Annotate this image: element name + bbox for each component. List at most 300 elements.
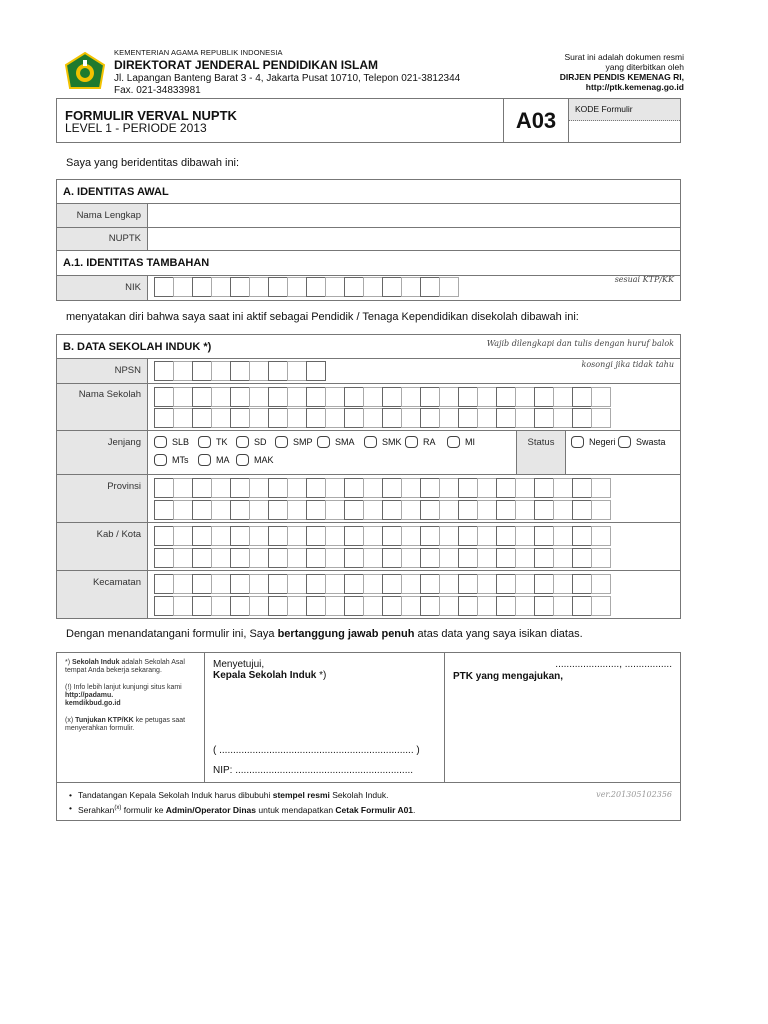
checkbox-smp[interactable] — [275, 436, 313, 448]
intro-text: Saya yang beridentitas dibawah ini: — [66, 157, 240, 169]
char-cell[interactable] — [344, 596, 364, 616]
char-cell[interactable] — [477, 478, 497, 498]
row-kab-kota — [57, 523, 680, 571]
char-cell[interactable] — [363, 548, 383, 568]
npsn-cells[interactable] — [154, 361, 325, 381]
checkbox-square-icon[interactable] — [571, 436, 584, 448]
char-cell[interactable] — [477, 408, 497, 428]
notice-link[interactable]: http://ptk.kemenag.go.id — [585, 82, 684, 92]
char-cell[interactable] — [306, 408, 326, 428]
char-cell[interactable] — [325, 478, 345, 498]
char-cell[interactable] — [287, 596, 307, 616]
char-cell[interactable] — [230, 548, 250, 568]
char-cell[interactable] — [344, 387, 364, 407]
section-identitas — [56, 179, 681, 301]
char-cell[interactable] — [344, 500, 364, 520]
kemenag-logo-icon — [64, 52, 106, 92]
char-cell[interactable] — [553, 387, 573, 407]
checkbox-square-icon[interactable] — [198, 454, 211, 466]
char-cell[interactable] — [192, 596, 212, 616]
char-cell[interactable] — [439, 500, 459, 520]
char-cell[interactable] — [192, 361, 212, 381]
char-cell[interactable] — [154, 596, 174, 616]
char-cell[interactable] — [534, 387, 554, 407]
char-cell[interactable] — [363, 387, 383, 407]
form-code-label: KODE Formulir — [569, 99, 680, 121]
checkbox-square-icon[interactable] — [364, 436, 377, 448]
padamu-link-domain[interactable]: kemdikbud.go.id — [65, 700, 121, 707]
char-cell[interactable] — [173, 548, 193, 568]
char-cell[interactable] — [154, 548, 174, 568]
char-cell[interactable] — [230, 500, 250, 520]
char-cell[interactable] — [477, 500, 497, 520]
char-cell[interactable] — [249, 596, 269, 616]
provinsi-cells-1[interactable] — [154, 478, 610, 498]
checkbox-square-icon[interactable] — [154, 436, 167, 448]
char-cell[interactable] — [268, 387, 288, 407]
char-cell[interactable] — [192, 526, 212, 546]
char-cell[interactable] — [211, 500, 231, 520]
char-cell[interactable] — [325, 574, 345, 594]
char-cell[interactable] — [287, 478, 307, 498]
char-cell[interactable] — [553, 500, 573, 520]
char-cell[interactable] — [154, 574, 174, 594]
checkbox-sd[interactable] — [236, 436, 267, 448]
char-cell[interactable] — [591, 500, 611, 520]
char-cell[interactable] — [439, 387, 459, 407]
nama-sekolah-cells-2[interactable] — [154, 408, 610, 428]
char-cell[interactable] — [477, 596, 497, 616]
char-cell[interactable] — [439, 277, 459, 297]
char-cell[interactable] — [192, 500, 212, 520]
instruction-text: Sekolah Induk. — [329, 790, 389, 800]
char-cell[interactable] — [211, 277, 231, 297]
char-cell[interactable] — [325, 500, 345, 520]
char-cell[interactable] — [401, 526, 421, 546]
char-cell[interactable] — [192, 408, 212, 428]
row-nik — [57, 276, 680, 300]
char-cell[interactable] — [382, 596, 402, 616]
char-cell[interactable] — [306, 387, 326, 407]
checkbox-swasta[interactable] — [618, 436, 666, 448]
char-cell[interactable] — [249, 526, 269, 546]
nama-lengkap-field[interactable] — [149, 204, 680, 227]
checkbox-label: MI — [465, 437, 475, 447]
char-cell[interactable] — [515, 500, 535, 520]
instruction-bold: stempel resmi — [272, 790, 330, 800]
char-cell[interactable] — [382, 387, 402, 407]
char-cell[interactable] — [344, 548, 364, 568]
char-cell[interactable] — [572, 500, 592, 520]
char-cell[interactable] — [325, 596, 345, 616]
char-cell[interactable] — [154, 408, 174, 428]
char-cell[interactable] — [534, 526, 554, 546]
char-cell[interactable] — [249, 277, 269, 297]
checkbox-sma[interactable] — [317, 436, 355, 448]
char-cell[interactable] — [572, 574, 592, 594]
char-cell[interactable] — [382, 548, 402, 568]
kab-kota-cells-1[interactable] — [154, 526, 610, 546]
char-cell[interactable] — [553, 596, 573, 616]
char-cell[interactable] — [154, 526, 174, 546]
char-cell[interactable] — [268, 478, 288, 498]
char-cell[interactable] — [325, 548, 345, 568]
instruction-bold: Cetak Formulir A01 — [335, 804, 414, 815]
char-cell[interactable] — [211, 387, 231, 407]
principal-title: Kepala Sekolah Induk — [213, 670, 317, 681]
char-cell[interactable] — [306, 277, 326, 297]
char-cell[interactable] — [363, 478, 383, 498]
date-line[interactable]: ......................., ................. — [555, 659, 672, 670]
char-cell[interactable] — [363, 596, 383, 616]
char-cell[interactable] — [458, 478, 478, 498]
row-kecamatan — [57, 571, 680, 618]
char-cell[interactable] — [382, 478, 402, 498]
char-cell[interactable] — [553, 408, 573, 428]
char-cell[interactable] — [192, 277, 212, 297]
nik-note: sesuai KTP/KK — [614, 275, 674, 284]
nik-cells[interactable] — [154, 277, 458, 297]
char-cell[interactable] — [439, 408, 459, 428]
char-cell[interactable] — [325, 526, 345, 546]
char-cell[interactable] — [287, 574, 307, 594]
char-cell[interactable] — [401, 596, 421, 616]
char-cell[interactable] — [287, 500, 307, 520]
char-cell[interactable] — [401, 408, 421, 428]
section-b-heading — [57, 335, 680, 359]
char-cell[interactable] — [154, 478, 174, 498]
char-cell[interactable] — [401, 548, 421, 568]
char-cell[interactable] — [496, 574, 516, 594]
kab-kota-cells-2[interactable] — [154, 548, 610, 568]
char-cell[interactable] — [211, 478, 231, 498]
checkbox-square-icon[interactable] — [236, 454, 249, 466]
char-cell[interactable] — [249, 387, 269, 407]
char-cell[interactable] — [363, 574, 383, 594]
char-cell[interactable] — [287, 408, 307, 428]
char-cell[interactable] — [173, 408, 193, 428]
char-cell[interactable] — [306, 596, 326, 616]
char-cell[interactable] — [420, 596, 440, 616]
char-cell[interactable] — [230, 574, 250, 594]
char-cell[interactable] — [572, 478, 592, 498]
checkbox-label: TK — [216, 437, 228, 447]
checkbox-label: SMP — [293, 437, 313, 447]
nama-sekolah-cells-1[interactable] — [154, 387, 610, 407]
checkbox-square-icon[interactable] — [275, 436, 288, 448]
char-cell[interactable] — [401, 387, 421, 407]
char-cell[interactable] — [306, 361, 326, 381]
notice-line: Surat ini adalah dokumen resmi — [564, 52, 684, 62]
instruction-text: . — [413, 804, 416, 815]
char-cell[interactable] — [534, 548, 554, 568]
checkbox-smk[interactable] — [364, 436, 402, 448]
responsibility-statement — [66, 628, 583, 640]
char-cell[interactable] — [515, 574, 535, 594]
char-cell[interactable] — [534, 574, 554, 594]
char-cell[interactable] — [344, 478, 364, 498]
char-cell[interactable] — [591, 478, 611, 498]
padamu-link[interactable]: http://padamu. — [65, 692, 114, 699]
char-cell[interactable] — [306, 574, 326, 594]
checkbox-label: MTs — [172, 455, 189, 465]
note-bold: Tunjukan KTP/KK — [75, 717, 134, 724]
checkbox-mi[interactable] — [447, 436, 475, 448]
char-cell[interactable] — [192, 387, 212, 407]
checkbox-negeri[interactable] — [571, 436, 616, 448]
char-cell[interactable] — [249, 408, 269, 428]
checkbox-square-icon[interactable] — [618, 436, 631, 448]
nuptk-field[interactable] — [149, 228, 680, 250]
char-cell[interactable] — [496, 387, 516, 407]
char-cell[interactable] — [572, 408, 592, 428]
checkbox-square-icon[interactable] — [154, 454, 167, 466]
instruction-text: untuk mendapatkan — [256, 804, 336, 815]
char-cell[interactable] — [306, 500, 326, 520]
char-cell[interactable] — [268, 596, 288, 616]
char-cell[interactable] — [420, 478, 440, 498]
char-cell[interactable] — [534, 478, 554, 498]
char-cell[interactable] — [173, 277, 193, 297]
char-cell[interactable] — [534, 500, 554, 520]
char-cell[interactable] — [401, 478, 421, 498]
instruction-bold: Admin/Operator Dinas — [165, 804, 257, 815]
char-cell[interactable] — [230, 277, 250, 297]
char-cell[interactable] — [496, 526, 516, 546]
section-a1-heading: A.1. IDENTITAS TAMBAHAN — [57, 251, 680, 276]
char-cell[interactable] — [382, 500, 402, 520]
char-cell[interactable] — [591, 408, 611, 428]
char-cell[interactable] — [515, 408, 535, 428]
char-cell[interactable] — [173, 387, 193, 407]
char-cell[interactable] — [534, 596, 554, 616]
char-cell[interactable] — [515, 387, 535, 407]
char-cell[interactable] — [420, 387, 440, 407]
char-cell[interactable] — [420, 526, 440, 546]
char-cell[interactable] — [591, 596, 611, 616]
char-cell[interactable] — [477, 548, 497, 568]
char-cell[interactable] — [515, 596, 535, 616]
checkbox-label: SD — [254, 437, 267, 447]
char-cell[interactable] — [230, 387, 250, 407]
char-cell[interactable] — [211, 574, 231, 594]
char-cell[interactable] — [306, 526, 326, 546]
char-cell[interactable] — [192, 478, 212, 498]
char-cell[interactable] — [401, 500, 421, 520]
char-cell[interactable] — [420, 548, 440, 568]
char-cell[interactable] — [287, 361, 307, 381]
char-cell[interactable] — [458, 596, 478, 616]
char-cell[interactable] — [572, 548, 592, 568]
char-cell[interactable] — [496, 478, 516, 498]
section-a-heading: A. IDENTITAS AWAL — [57, 180, 680, 204]
char-cell[interactable] — [591, 548, 611, 568]
char-cell[interactable] — [306, 478, 326, 498]
char-cell[interactable] — [230, 526, 250, 546]
char-cell[interactable] — [192, 548, 212, 568]
checkbox-square-icon[interactable] — [236, 436, 249, 448]
char-cell[interactable] — [458, 574, 478, 594]
char-cell[interactable] — [287, 548, 307, 568]
char-cell[interactable] — [420, 574, 440, 594]
char-cell[interactable] — [249, 361, 269, 381]
char-cell[interactable] — [477, 387, 497, 407]
char-cell[interactable] — [382, 574, 402, 594]
char-cell[interactable] — [211, 596, 231, 616]
char-cell[interactable] — [173, 361, 193, 381]
char-cell[interactable] — [230, 408, 250, 428]
form-title-box — [56, 98, 681, 143]
char-cell[interactable] — [591, 574, 611, 594]
char-cell[interactable] — [420, 500, 440, 520]
char-cell[interactable] — [496, 500, 516, 520]
char-cell[interactable] — [496, 596, 516, 616]
char-cell[interactable] — [363, 408, 383, 428]
char-cell[interactable] — [344, 526, 364, 546]
char-cell[interactable] — [458, 500, 478, 520]
instruction-text: Tandatangan Kepala Sekolah Induk harus dibubuhi — [78, 790, 273, 800]
char-cell[interactable] — [458, 526, 478, 546]
char-cell[interactable] — [363, 500, 383, 520]
char-cell[interactable] — [268, 548, 288, 568]
checkbox-slb[interactable] — [154, 436, 189, 448]
char-cell[interactable] — [173, 526, 193, 546]
char-cell[interactable] — [344, 408, 364, 428]
char-cell[interactable] — [401, 277, 421, 297]
char-cell[interactable] — [268, 408, 288, 428]
char-cell[interactable] — [211, 361, 231, 381]
char-cell[interactable] — [268, 500, 288, 520]
char-cell[interactable] — [344, 574, 364, 594]
char-cell[interactable] — [591, 387, 611, 407]
char-cell[interactable] — [249, 500, 269, 520]
principal-nip-line[interactable]: NIP: ................................................................ — [213, 765, 414, 776]
char-cell[interactable] — [268, 574, 288, 594]
note-text: adalah Sekolah Asal tempat Anda bekerja sekarang. — [65, 659, 185, 674]
char-cell[interactable] — [287, 277, 307, 297]
row-nuptk — [57, 228, 680, 251]
form-code: A03 — [503, 99, 569, 142]
char-cell[interactable] — [439, 548, 459, 568]
checkbox-square-icon[interactable] — [317, 436, 330, 448]
char-cell[interactable] — [173, 500, 193, 520]
char-cell[interactable] — [211, 408, 231, 428]
char-cell[interactable] — [553, 526, 573, 546]
kecamatan-cells-2[interactable] — [154, 596, 610, 616]
kecamatan-cells-1[interactable] — [154, 574, 610, 594]
checkbox-mak[interactable] — [236, 454, 274, 466]
checkbox-square-icon[interactable] — [405, 436, 418, 448]
char-cell[interactable] — [382, 526, 402, 546]
char-cell[interactable] — [515, 548, 535, 568]
char-cell[interactable] — [572, 387, 592, 407]
char-cell[interactable] — [173, 596, 193, 616]
char-cell[interactable] — [249, 574, 269, 594]
char-cell[interactable] — [439, 596, 459, 616]
char-cell[interactable] — [211, 548, 231, 568]
section-b-note: Wajib dilengkapi dan tulis dengan huruf balok — [486, 339, 674, 348]
checkbox-ra[interactable] — [405, 436, 436, 448]
char-cell[interactable] — [420, 408, 440, 428]
char-cell[interactable] — [249, 478, 269, 498]
char-cell[interactable] — [344, 277, 364, 297]
char-cell[interactable] — [363, 277, 383, 297]
char-cell[interactable] — [173, 478, 193, 498]
char-cell[interactable] — [306, 548, 326, 568]
char-cell[interactable] — [230, 361, 250, 381]
char-cell[interactable] — [572, 526, 592, 546]
char-cell[interactable] — [591, 526, 611, 546]
char-cell[interactable] — [553, 478, 573, 498]
row-npsn — [57, 359, 680, 384]
char-cell[interactable] — [458, 408, 478, 428]
note-mark: (x) — [65, 717, 74, 724]
char-cell[interactable] — [496, 408, 516, 428]
note-mark: *) — [65, 659, 71, 666]
char-cell[interactable] — [458, 387, 478, 407]
char-cell[interactable] — [154, 387, 174, 407]
char-cell[interactable] — [572, 596, 592, 616]
char-cell[interactable] — [192, 574, 212, 594]
principal-name-line[interactable]: ( ...................................................................... ) — [213, 745, 420, 756]
char-cell[interactable] — [382, 408, 402, 428]
char-cell[interactable] — [211, 526, 231, 546]
char-cell[interactable] — [287, 526, 307, 546]
char-cell[interactable] — [249, 548, 269, 568]
checkbox-mts[interactable] — [154, 454, 189, 466]
char-cell[interactable] — [230, 596, 250, 616]
checkbox-square-icon[interactable] — [198, 436, 211, 448]
char-cell[interactable] — [173, 574, 193, 594]
char-cell[interactable] — [553, 548, 573, 568]
checkbox-square-icon[interactable] — [447, 436, 460, 448]
checkbox-ma[interactable] — [198, 454, 230, 466]
char-cell[interactable] — [401, 574, 421, 594]
char-cell[interactable] — [496, 548, 516, 568]
char-cell[interactable] — [534, 408, 554, 428]
char-cell[interactable] — [439, 526, 459, 546]
provinsi-cells-2[interactable] — [154, 500, 610, 520]
intro-text-2: menyatakan diri bahwa saya saat ini aktif sebagai Pendidik / Tenaga Kependidikan disekolah dibawah ini: — [66, 311, 579, 323]
char-cell[interactable] — [458, 548, 478, 568]
char-cell[interactable] — [154, 277, 174, 297]
char-cell[interactable] — [325, 387, 345, 407]
char-cell[interactable] — [439, 478, 459, 498]
char-cell[interactable] — [325, 408, 345, 428]
char-cell[interactable] — [515, 526, 535, 546]
char-cell[interactable] — [515, 478, 535, 498]
char-cell[interactable] — [268, 361, 288, 381]
char-cell[interactable] — [553, 574, 573, 594]
npsn-label: NPSN — [57, 359, 148, 383]
char-cell[interactable] — [154, 500, 174, 520]
char-cell[interactable] — [382, 277, 402, 297]
checkbox-label: SLB — [172, 437, 190, 447]
checkbox-tk[interactable] — [198, 436, 228, 448]
char-cell[interactable] — [154, 361, 174, 381]
char-cell[interactable] — [439, 574, 459, 594]
char-cell[interactable] — [230, 478, 250, 498]
char-cell[interactable] — [477, 526, 497, 546]
char-cell[interactable] — [477, 574, 497, 594]
char-cell[interactable] — [363, 526, 383, 546]
char-cell[interactable] — [325, 277, 345, 297]
char-cell[interactable] — [268, 277, 288, 297]
char-cell[interactable] — [420, 277, 440, 297]
char-cell[interactable] — [268, 526, 288, 546]
notice-issuer: DIRJEN PENDIS KEMENAG RI, — [559, 72, 684, 82]
char-cell[interactable] — [287, 387, 307, 407]
